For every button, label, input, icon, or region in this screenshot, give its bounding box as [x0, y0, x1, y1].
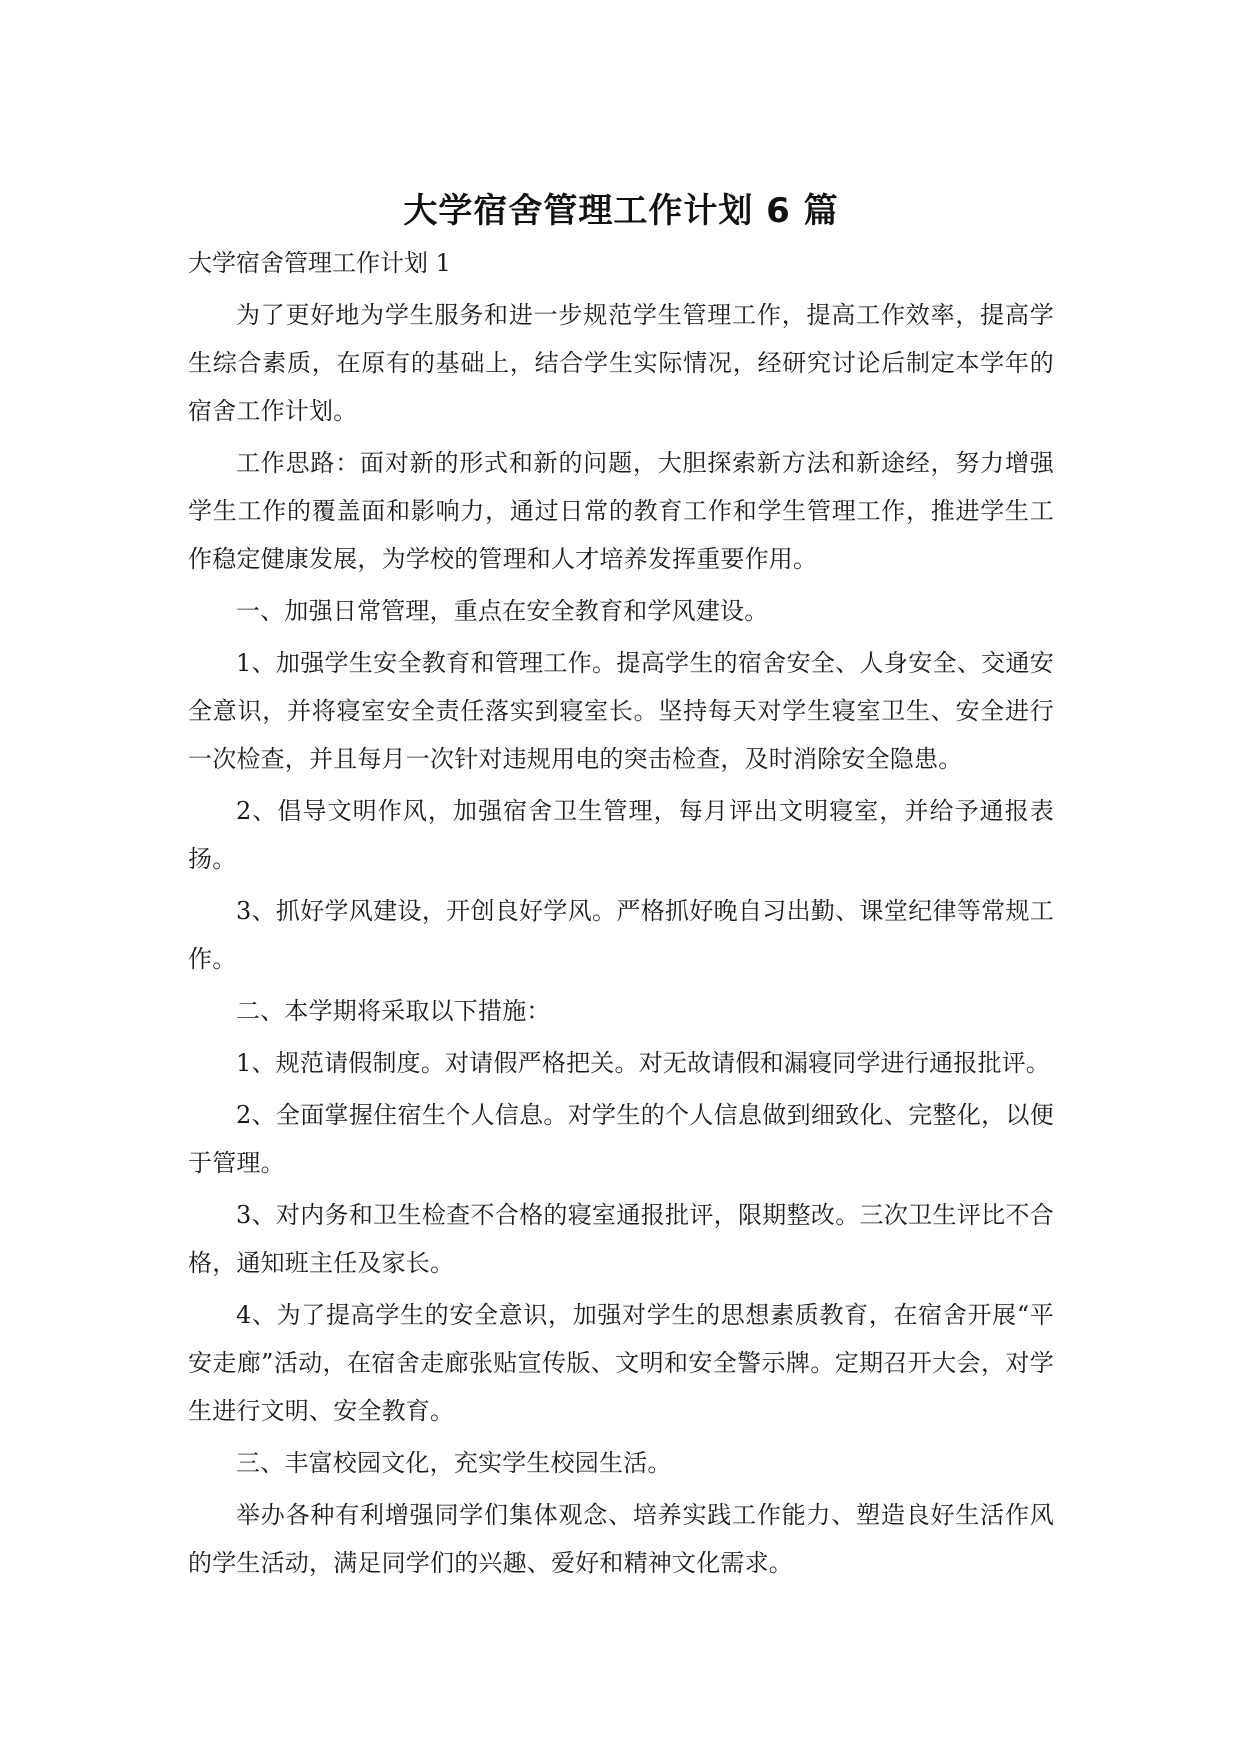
- paragraph: 4、为了提高学生的安全意识，加强对学生的思想素质教育，在宿舍开展“平安走廊”活动，在宿舍走廊张贴宣传版、文明和安全警示牌。定期召开大会，对学生进行文明、安全教育。: [188, 1301, 1054, 1425]
- document-page: [188, 185, 1054, 1587]
- document-subtitle: 大学宿舍管理工作计划 1: [188, 249, 451, 277]
- paragraph: 3、对内务和卫生检查不合格的寝室通报批评，限期整改。三次卫生评比不合格，通知班主任及家长。: [188, 1201, 1054, 1277]
- paragraph: 为了更好地为学生服务和进一步规范学生管理工作，提高工作效率，提高学生综合素质，在原有的基础上，结合学生实际情况，经研究讨论后制定本学年的宿舍工作计划。: [188, 301, 1054, 425]
- section-heading: 一、加强日常管理，重点在安全教育和学风建设。: [236, 597, 769, 625]
- section-heading: 三、丰富校园文化，充实学生校园生活。: [236, 1449, 672, 1477]
- document-title: 大学宿舍管理工作计划 6 篇: [403, 191, 839, 231]
- paragraph: 1、规范请假制度。对请假严格把关。对无故请假和漏寝同学进行通报批评。: [236, 1049, 1051, 1077]
- paragraph: 2、倡导文明作风，加强宿舍卫生管理，每月评出文明寝室，并给予通报表扬。: [188, 797, 1054, 873]
- paragraph: 举办各种有利增强同学们集体观念、培养实践工作能力、塑造良好生活作风的学生活动，满足同学们的兴趣、爱好和精神文化需求。: [188, 1501, 1054, 1577]
- paragraph: 1、加强学生安全教育和管理工作。提高学生的宿舍安全、人身安全、交通安全意识，并将寝室安全责任落实到寝室长。坚持每天对学生寝室卫生、安全进行一次检查，并且每月一次针对违规用电的突击检查，及时消除安全隐患。: [188, 649, 1054, 773]
- section-heading: 二、本学期将采取以下措施：: [236, 997, 551, 1025]
- paragraph: 3、抓好学风建设，开创良好学风。严格抓好晚自习出勤、课堂纪律等常规工作。: [188, 897, 1054, 973]
- document-body: [188, 291, 1054, 1587]
- paragraph: 工作思路：面对新的形式和新的问题，大胆探索新方法和新途经，努力增强学生工作的覆盖面和影响力，通过日常的教育工作和学生管理工作，推进学生工作稳定健康发展，为学校的管理和人才培养发挥重要作用。: [188, 449, 1054, 573]
- paragraph: 2、全面掌握住宿生个人信息。对学生的个人信息做到细致化、完整化，以便于管理。: [188, 1101, 1054, 1177]
